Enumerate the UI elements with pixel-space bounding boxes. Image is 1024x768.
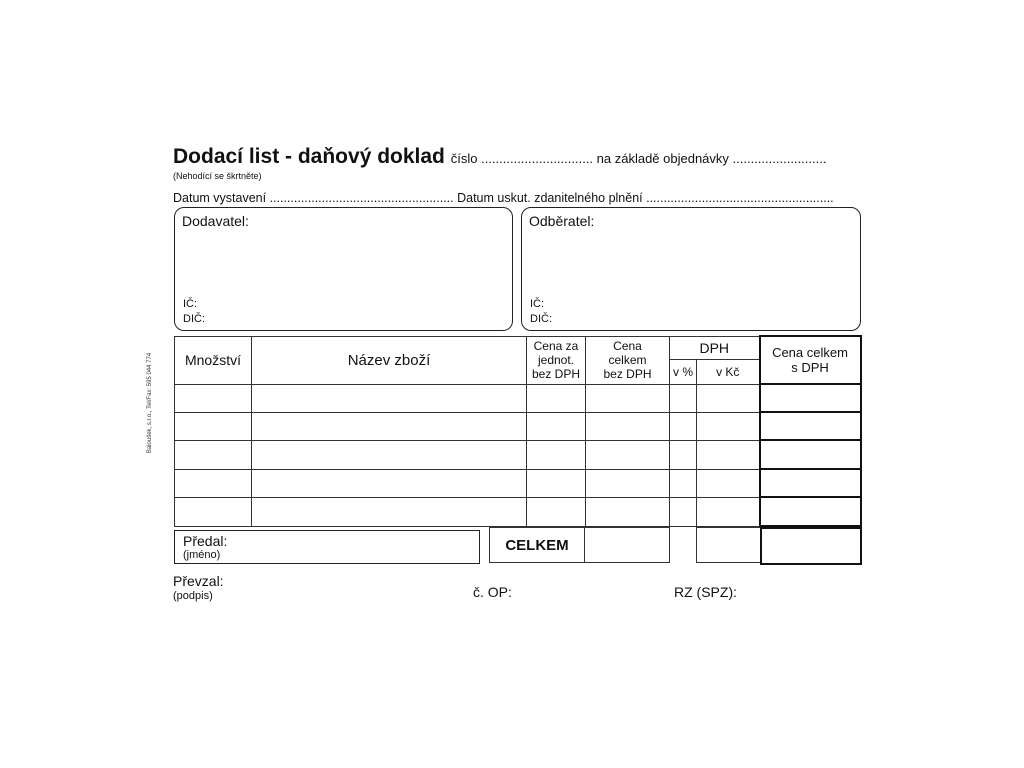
cell-total-with-vat [760, 412, 861, 440]
cell-vat-czk [697, 412, 760, 440]
cell-total-price [586, 469, 670, 497]
title-bold: Dodací list - daňový doklad [173, 145, 445, 168]
col-header-vat: DPH [670, 336, 760, 359]
total-vat-line-1: Cena celkem [772, 345, 848, 360]
col-header-item-name: Název zboží [252, 336, 527, 384]
cell-item-name [252, 412, 527, 440]
cell-unit-price [527, 384, 586, 412]
plate-label: RZ (SPZ): [674, 584, 737, 600]
table-row [175, 469, 861, 497]
cell-total-price [586, 497, 670, 526]
cell-total-with-vat [760, 440, 861, 469]
supplier-ic-label: IČ: [183, 298, 198, 310]
cell-vat-percent [670, 412, 697, 440]
goods-table [174, 335, 862, 527]
cell-total-with-vat [760, 384, 861, 412]
table-row [175, 384, 861, 412]
cell-unit-price [527, 469, 586, 497]
total-label: CELKEM [505, 536, 569, 554]
col-header-quantity: Množství [175, 336, 252, 384]
cell-vat-czk [697, 469, 760, 497]
total-vat-line-2: s DPH [791, 360, 829, 375]
total-vat-percent-cell [669, 527, 697, 563]
cell-vat-percent [670, 384, 697, 412]
supplier-label: Dodavatel: [182, 213, 249, 229]
cell-unit-price [527, 497, 586, 526]
total-price-line-1: Cena [613, 339, 642, 353]
unit-price-line-2: jednot. [537, 353, 575, 367]
received-label: Převzal: [173, 573, 224, 589]
received-sub: (podpis) [173, 590, 213, 602]
total-unit-price-spacer [489, 527, 585, 563]
table-row [175, 440, 861, 469]
side-imprint: Baloušek, s.r.o., Tel/Fax: 595 044 774 [147, 352, 153, 454]
cell-vat-percent [670, 497, 697, 526]
customer-box [521, 207, 861, 331]
cell-item-name [252, 440, 527, 469]
cell-item-name [252, 497, 527, 526]
unit-price-line-3: bez DPH [531, 367, 581, 381]
total-with-vat-cell [760, 527, 862, 565]
dates-line: Datum vystavení ..................................................... Datum uskut. zdanitelného plnění ...................................................... [173, 191, 834, 205]
col-header-total-with-vat [760, 336, 861, 384]
cell-vat-percent [670, 469, 697, 497]
customer-dic-label: DIČ: [530, 313, 552, 325]
customer-ic-label: IČ: [530, 298, 545, 310]
title-rest: číslo ............................... na základě objednávky .......................... [450, 151, 827, 166]
handed-over-label: Předal: [183, 533, 228, 549]
cell-quantity [175, 440, 252, 469]
id-card-label: č. OP: [473, 584, 512, 600]
table-row [175, 497, 861, 526]
subtitle-note: (Nehodící se škrtněte) [173, 171, 262, 181]
cell-vat-czk [697, 497, 760, 526]
total-price-cell [584, 527, 670, 563]
table-row [175, 412, 861, 440]
customer-label: Odběratel: [529, 213, 595, 229]
col-header-vat-czk: v Kč [697, 359, 760, 384]
col-header-total-price [586, 336, 670, 384]
cell-total-with-vat [760, 497, 861, 526]
cell-quantity [175, 469, 252, 497]
cell-total-with-vat [760, 469, 861, 497]
cell-vat-czk [697, 384, 760, 412]
handed-over-sub: (jméno) [183, 549, 221, 561]
cell-total-price [586, 440, 670, 469]
cell-vat-percent [670, 440, 697, 469]
cell-quantity [175, 412, 252, 440]
col-header-vat-percent: v % [670, 359, 697, 384]
supplier-box [174, 207, 513, 331]
cell-item-name [252, 384, 527, 412]
col-header-unit-price [527, 336, 586, 384]
cell-total-price [586, 412, 670, 440]
cell-vat-czk [697, 440, 760, 469]
total-vat-czk-cell [696, 527, 761, 563]
handed-over-box [174, 530, 480, 564]
cell-quantity [175, 384, 252, 412]
cell-quantity [175, 497, 252, 526]
total-price-line-2: celkem [608, 353, 647, 367]
cell-total-price [586, 384, 670, 412]
supplier-dic-label: DIČ: [183, 313, 205, 325]
total-price-line-3: bez DPH [603, 367, 652, 381]
cell-item-name [252, 469, 527, 497]
document-title [173, 145, 826, 169]
cell-unit-price [527, 440, 586, 469]
unit-price-line-1: Cena za [533, 339, 579, 353]
cell-unit-price [527, 412, 586, 440]
